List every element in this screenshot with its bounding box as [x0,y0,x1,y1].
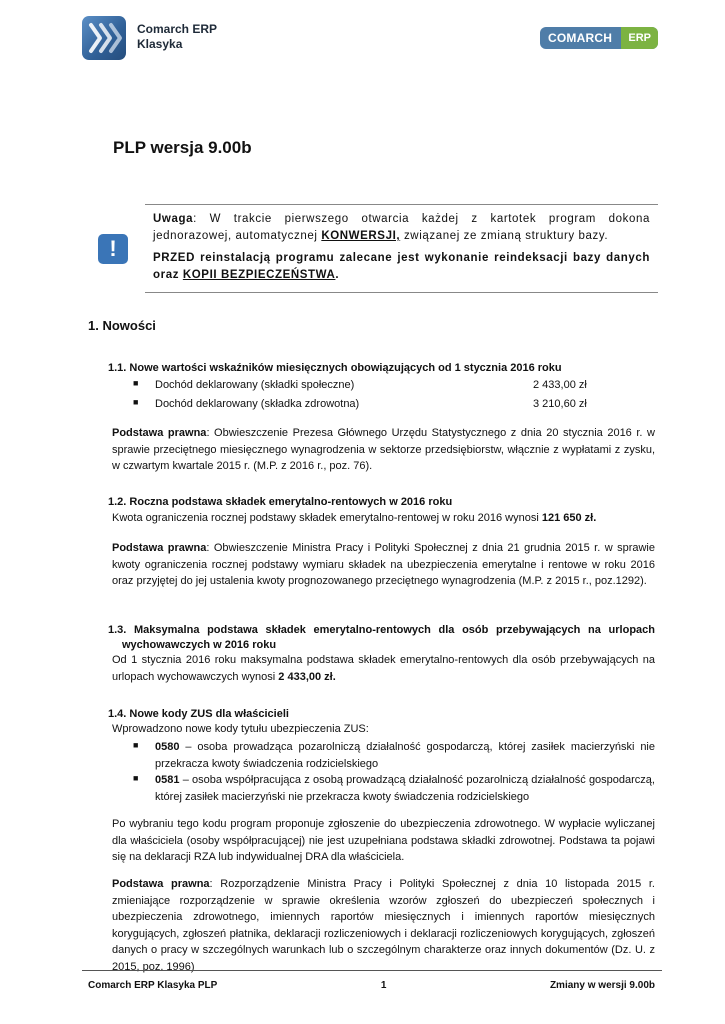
indicator-label: Dochód deklarowany (składki społeczne) [155,379,355,391]
zus-codes-list [133,739,655,805]
product-name-line2: Klasyka [137,37,183,51]
zus-codes-explanation: Po wybraniu tego kodu program proponuje zgłoszenie do ubezpieczenia zdrowotnego. W wypłacie wyliczanej dla właściciela (osoby współpracującej) nie jest uzupełniana podstawa składki zdrowotnej. Podstawa ta pojawi się na deklaracji RZA lub indywidualnej DRA dla właściciela. [112,818,655,863]
footer-divider [82,970,662,971]
indicator-list [133,377,595,415]
list-item [133,739,655,772]
zus-code: 0581 [155,774,180,786]
zus-code-description: – osoba współpracująca z osobą prowadzącą działalność pozarolniczą działalność gospodarczą, której zasiłek macierzyński nie przekracza kwoty świadczenia rodzicielskiego [155,774,655,803]
zus-codes-intro: Wprowadzono nowe kody tytułu ubezpieczenia ZUS: [112,723,369,735]
conversion-keyword: KONWERSJI, [321,230,401,242]
legal-basis-1-1 [112,425,655,475]
warning-exclamation-icon: ! [98,234,128,264]
bullet-icon: ■ [133,740,139,750]
footer-version: Zmiany w wersji 9.00b [549,980,655,991]
comarch-logo-text: COMARCH [548,31,613,45]
parental-leave-limit-text [112,652,655,685]
legal-basis-text: : Rozporządzenie Ministra Pracy i Polityki Społecznej z dnia 10 listopada 2015 r. zmieniające rozporządzenie w sprawie określenia wzorów zgłoszeń do ubezpieczeń społecznych i ubezpieczenia zdrowotnego, imiennych raportów miesięcznych i imiennych raportów miesięcznych korygujących, zgłoszeń płatnika, deklaracji rozliczeniowych i deklaracji rozliczeniowych korygujących, zgłoszeń danych o pracy w szczególnych warunkach lub o szczególnym charakterze oraz innych dokumentów (Dz. U. z 2015, poz. 1996) [112,878,655,973]
indicator-value: 3 210,60 zł [533,398,587,410]
subsection-1-4-heading: 1.4. Nowe kody ZUS dla właścicieli [108,708,289,720]
annual-limit-label: Kwota ograniczenia rocznej podstawy składek emerytalno-rentowej w roku 2016 wynosi [112,512,542,524]
warning-label: Uwaga [153,213,194,225]
parental-leave-amount: 2 433,00 zł. [278,670,336,683]
list-item [133,772,655,805]
bullet-icon: ■ [133,378,139,388]
warning-text-b: związanej ze zmianą struktury bazy. [400,230,609,242]
comarch-klasyka-logo-icon [82,16,126,60]
legal-basis-label: Podstawa prawna [112,542,207,554]
warning-bottom-divider [145,292,658,293]
list-item [133,396,595,415]
parental-leave-label: Od 1 stycznia 2016 roku maksymalna podstawa składek emerytalno-rentowych dla osób przebywających na urlopach wychowawczych wynosi [112,654,655,683]
warning-text-a: : W trakcie pierwszego otwarcia każdej z kartotek program dokona jednorazowej, automatycznej [153,213,650,242]
comarch-erp-logo [540,27,658,49]
annual-limit-text [112,510,655,527]
annual-limit-amount: 121 650 zł. [541,512,597,524]
warning-text-c: PRZED reinstalacją programu zalecane jest wykonanie reindeksacji bazy danych oraz [153,252,650,281]
warning-text-d: . [335,269,340,281]
subsection-1-2-heading: 1.2. Roczna podstawa składek emerytalno-rentowych w 2016 roku [108,496,453,508]
zus-code-description: – osoba prowadząca pozarolniczą działalność gospodarczą, której zasiłek macierzyński nie przekracza kwoty świadczenia rodzicielskiego [155,741,655,770]
page-footer [88,978,655,993]
list-item [133,377,595,396]
warning-line-2 [153,250,650,284]
indicator-label: Dochód deklarowany (składka zdrowotna) [155,398,360,410]
legal-basis-1-4 [112,876,655,975]
bullet-icon: ■ [133,773,139,783]
warning-top-divider [145,204,658,205]
indicator-value: 2 433,00 zł [533,379,587,391]
section-heading-nowosci: 1. Nowości [88,318,156,333]
page-number: 1 [380,980,387,991]
legal-basis-text: : Obwieszczenie Prezesa Głównego Urzędu Statystycznego z dnia 20 stycznia 2016 r. w sprawie przeciętnego miesięcznego wynagrodzenia w sektorze przedsiębiorstw, włącznie z wypłatami z zysku, w czwartym kwartale 2015 r. (M.P. z 2016 r., poz. 76). [112,427,655,472]
warning-line-1 [153,211,650,245]
product-logo-text [137,22,217,52]
backup-keyword: KOPII BEZPIECZEŃSTWA [182,269,336,281]
product-name-line1: Comarch ERP [137,22,218,36]
page-title: PLP wersja 9.00b [113,138,252,157]
bullet-icon: ■ [133,397,139,407]
footer-product: Comarch ERP Klasyka PLP [88,980,218,991]
warning-box [153,211,650,284]
subsection-1-3-heading: 1.3. Maksymalna podstawa składek emerytalno-rentowych dla osób przebywających na urlopach [108,624,655,636]
subsection-1-1-heading: 1.1. Nowe wartości wskaźników miesięcznych obowiązujących od 1 stycznia 2016 roku [108,362,562,374]
legal-basis-1-2 [112,540,655,590]
legal-basis-text: : Obwieszczenie Ministra Pracy i Polityki Społecznej z dnia 21 grudnia 2015 r. w sprawie kwoty ograniczenia rocznej podstawy wymiaru składek na ubezpieczenia emerytalne i rentowe w roku 2016 oraz przyjętej do jej ustalenia kwoty prognozowanego przeciętnego wynagrodzenia (M.P. z 2015 r., poz.1292). [112,542,655,587]
legal-basis-label: Podstawa prawna [112,878,210,890]
erp-logo-tag: ERP [621,27,658,49]
subsection-1-3-heading-cont: wychowawczych w 2016 roku [122,639,277,651]
legal-basis-label: Podstawa prawna [112,427,207,439]
zus-code: 0580 [155,741,180,753]
